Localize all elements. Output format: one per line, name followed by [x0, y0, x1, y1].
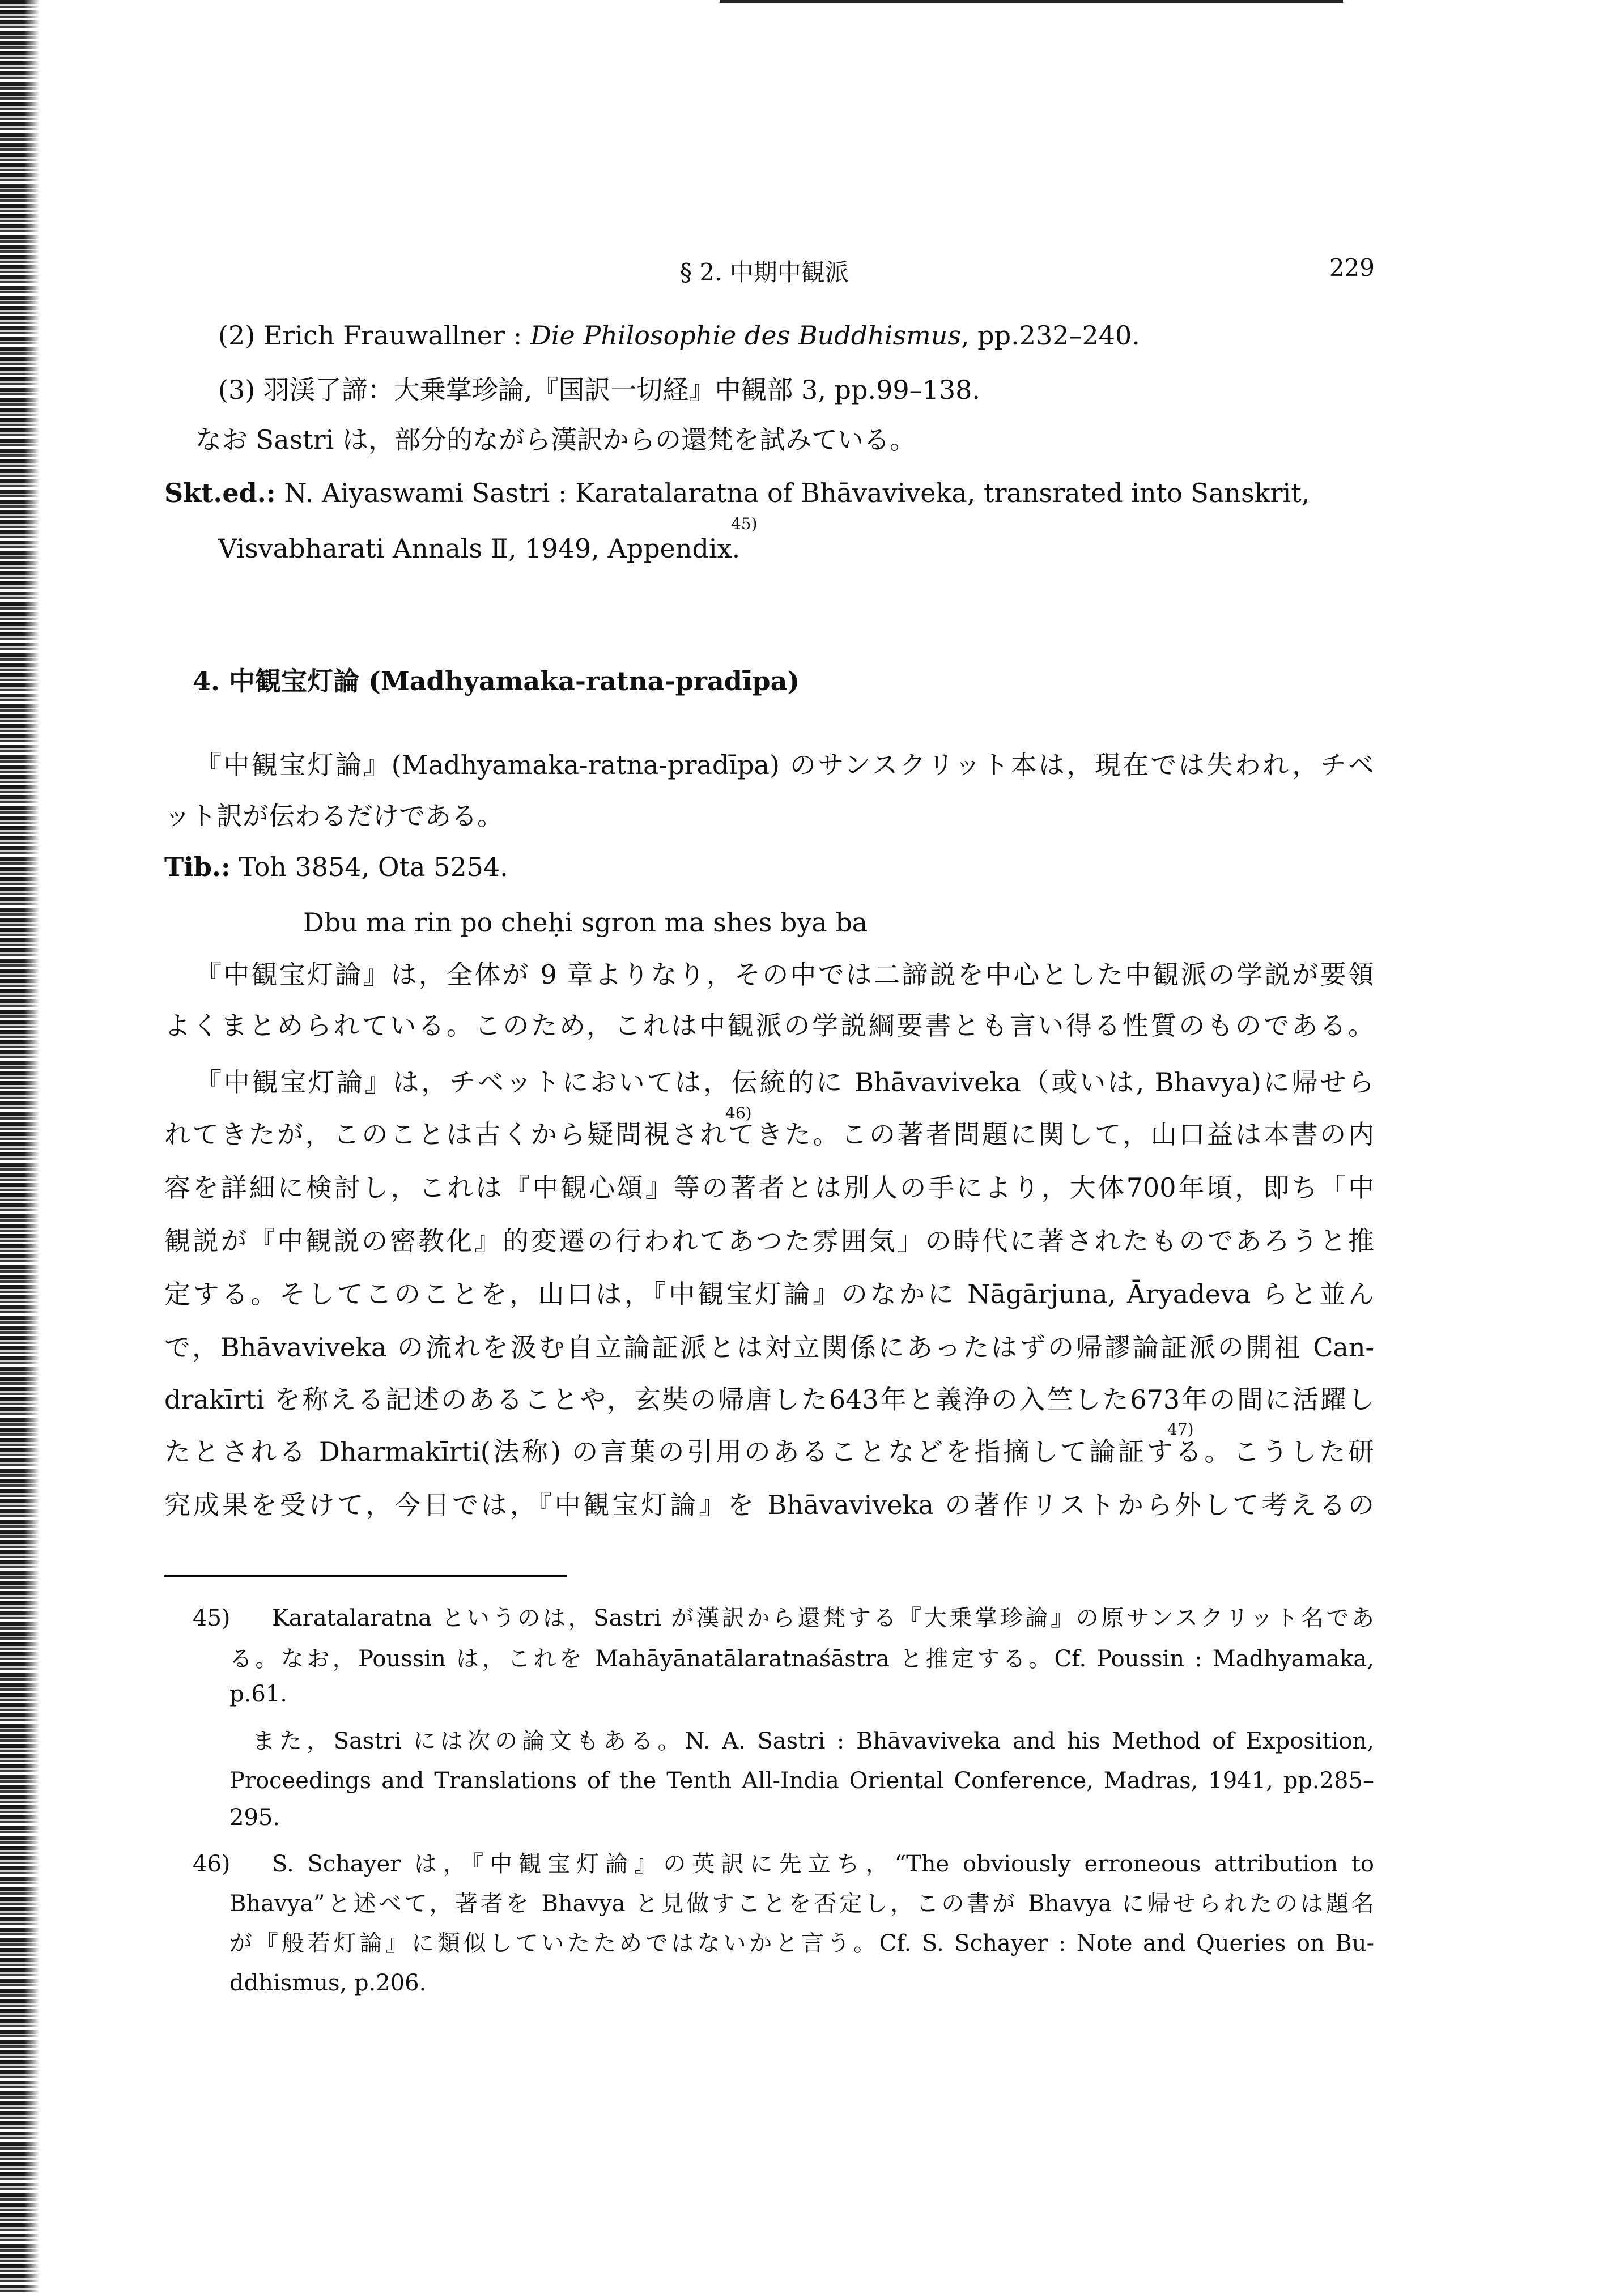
body-line: 『中観宝灯論』は，チベットにおいては，伝統的に Bhāvaviveka（或いは, Bhavya)に帰せら [195, 1067, 1374, 1097]
body-line: 観説が『中観説の密教化』的変遷の行われてあつた雰囲気」の時代に著されたものであろうと推 [164, 1226, 1374, 1256]
tib-title: Dbu ma rin po cheḥi sgron ma shes bya ba [303, 907, 868, 938]
section-4-number-title: 4. 中観宝灯論 [193, 666, 360, 696]
body-line: 『中観宝灯論』(Madhyamaka-ratna-pradīpa) のサンスクリット本は，現在では失われ，チベ [195, 750, 1374, 780]
ref-3 [218, 373, 980, 407]
footnote-line: S. Schayer は，『中観宝灯論』の英訳に先立ち，“The obviously erroneous attribution to [272, 1851, 1374, 1877]
footnote-line: Proceedings and Translations of the Tenth All-India Oriental Conference, Madras, 1941, pp.285– [229, 1768, 1374, 1794]
footnote-46-number: 46) [193, 1851, 231, 1877]
footnote-line: る。なお，Poussin は，これを Mahāyānatālaratnaśāstra と推定する。Cf. Poussin : Madhyamaka, [229, 1646, 1374, 1672]
page-number: 229 [1329, 254, 1375, 282]
body-line: で，Bhāvaviveka の流れを汲む自立論証派とは対立関係にあったはずの帰謬論証派の開祖 Can- [164, 1332, 1374, 1363]
footnote-ref-45: 45) [731, 514, 758, 533]
footnote-line: また，Sastri には次の論文もある。N. A. Sastri : Bhāvaviveka and his Method of Exposition, [252, 1728, 1374, 1754]
skt-ed-text: N. Aiyaswami Sastri : Karatalaratna of Bhāvaviveka, transrated into Sanskrit, [284, 478, 1310, 508]
body-line: 定する。そしてこのことを，山口は，『中観宝灯論』のなかに Nāgārjuna, Āryadeva らと並ん [164, 1279, 1374, 1309]
section-4-heading [193, 664, 800, 698]
ref-2-number: (2) [218, 320, 256, 351]
ref-3-number: (3) [218, 375, 256, 405]
body-line: ット訳が伝わるだけである。 [164, 801, 503, 831]
ref-2-pages: , pp.232–240. [960, 320, 1140, 351]
ref-2-title: Die Philosophie des Buddhismus [530, 320, 961, 351]
scan-binding-edge [0, 0, 40, 2293]
footnote-line: Bhavya”と述べて，著者を Bhavya と見做すことを否定し，この書が Bhavya に帰せられたのは題名 [229, 1891, 1374, 1917]
scan-top-edge-line [720, 0, 1343, 3]
footnote-line: が『般若灯論』に類似していたためではないかと言う。Cf. S. Schayer : Note and Queries on Bu- [229, 1930, 1374, 1956]
footnote-line: Karatalaratna というのは，Sastri が漢訳から還梵する『大乗掌珍論』の原サンスクリット名であ [272, 1605, 1374, 1631]
body-line: drakīrti を称える記述のあることや，玄奘の帰唐した643年と義浄の入竺した673年の間に活躍し [164, 1384, 1374, 1415]
section-4-sanskrit-title: (Madhyamaka-ratna-pradīpa) [368, 666, 800, 696]
body-line: れてきたが，このことは古くから疑問視されてきた。この著者問題に関して，山口益は本書の内 [164, 1119, 1374, 1150]
footnote-line: 295. [229, 1805, 280, 1831]
footnote-line: p.61. [229, 1681, 287, 1707]
skt-ed-entry [164, 476, 1374, 510]
footnote-separator [164, 1575, 567, 1577]
skt-ed-continuation: Visvabharati Annals Ⅱ, 1949, Appendix. [218, 533, 741, 564]
body-line: 究成果を受けて，今日では，『中観宝灯論』を Bhāvaviveka の著作リストから外して考えるの [164, 1490, 1374, 1520]
tib-label: Tib.: [164, 852, 231, 882]
ref-2-author: Erich Frauwallner : [263, 320, 530, 351]
sastri-note: なお Sastri は，部分的ながら漢訳からの還梵を試みている。 [195, 424, 916, 455]
footnote-ref-46: 46) [725, 1104, 752, 1122]
footnote-line: ddhismus, p.206. [229, 1970, 427, 1996]
ref-3-text: 羽渓了諦：大乗掌珍論,『国訳一切経』中観部 3, pp.99–138. [263, 375, 981, 405]
footnote-ref-47: 47) [1167, 1420, 1194, 1439]
body-line: よくまとめられている。このため，これは中観派の学説綱要書とも言い得る性質のものである。 [164, 1010, 1374, 1041]
section-title: § 2. 中期中観派 [680, 258, 849, 286]
ref-2 [218, 318, 1140, 352]
tib-text: Toh 3854, Ota 5254. [239, 852, 508, 882]
body-line: たとされる Dharmakīrti(法称) の言葉の引用のあることなどを指摘して論証する。こうした研 [164, 1436, 1374, 1467]
body-line: 容を詳細に検討し，これは『中観心頌』等の著者とは別人の手により，大体700年頃，即ち「中 [164, 1172, 1374, 1203]
skt-ed-label: Skt.ed.: [164, 478, 276, 508]
footnote-45-number: 45) [193, 1605, 231, 1631]
tib-entry [164, 850, 508, 884]
running-header [164, 254, 1375, 288]
body-line: 『中観宝灯論』は，全体が 9 章よりなり，その中では二諦説を中心とした中観派の学説が要領 [195, 959, 1374, 990]
